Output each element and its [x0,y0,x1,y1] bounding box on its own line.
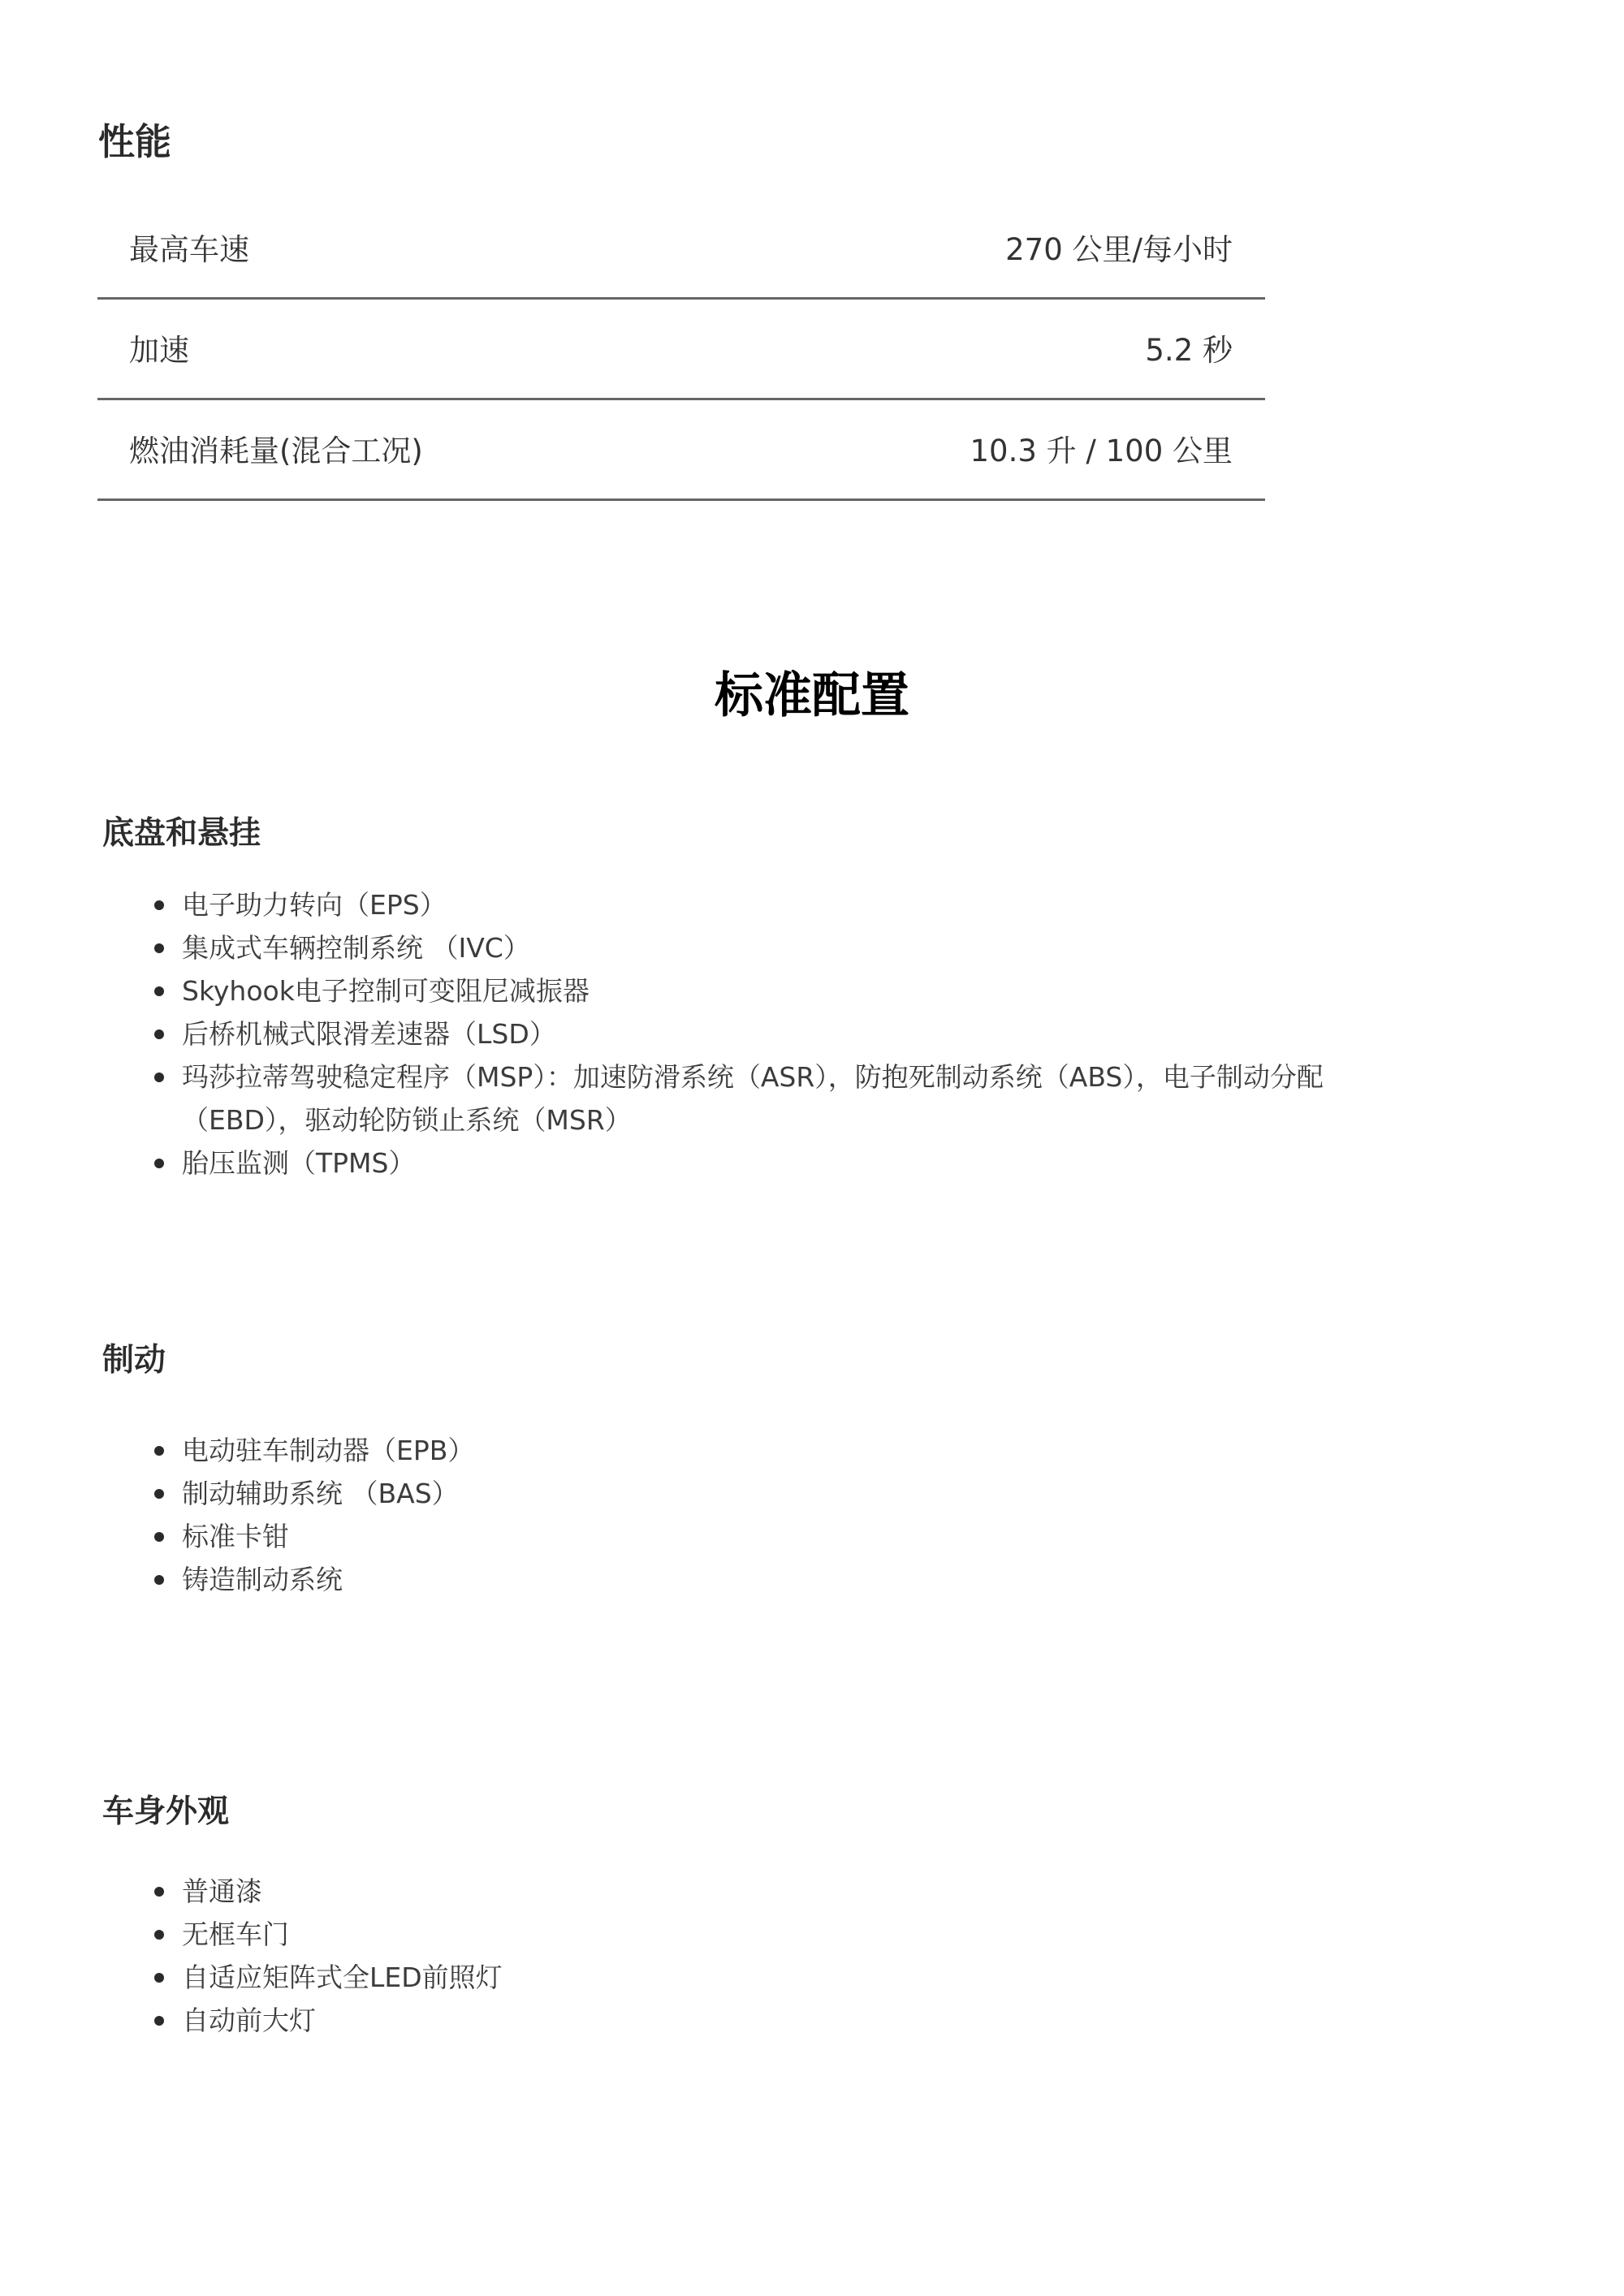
list-item-text: 制动辅助系统 （BAS） [182,1478,459,1509]
list-item [148,1999,1431,2042]
list-item [148,1012,1431,1055]
list-item-text: 标准卡钳 [182,1521,289,1552]
feature-list-chassis-suspension [148,883,1431,1185]
bullet-icon [154,1532,164,1542]
list-item-text: 无框车门 [182,1918,289,1950]
spec-row-fuel-consumption [97,400,1265,501]
spec-row-top-speed [97,199,1265,300]
spec-row-acceleration [97,300,1265,400]
list-item-text: 后桥机械式限滑差速器（LSD） [182,1018,556,1050]
bullet-icon [154,1029,164,1039]
list-item-text: Skyhook电子控制可变阻尼减振器 [182,975,590,1007]
list-item-text: 铸造制动系统 [182,1564,343,1595]
bullet-icon [154,1159,164,1168]
spec-label: 燃油消耗量(混合工况) [129,434,423,468]
list-item-text: 集成式车辆控制系统 （IVC） [182,932,530,964]
bullet-icon [154,1489,164,1499]
list-item [148,1055,1431,1142]
list-item [148,926,1431,969]
bullet-icon [154,900,164,910]
list-item-text: 玛莎拉蒂驾驶稳定程序（MSP）：加速防滑系统（ASR），防抱死制动系统（ABS），电子制动分配（EBD），驱动轮防锁止系统（MSR） [182,1061,1324,1136]
spec-label: 最高车速 [129,232,249,267]
feature-list-exterior [148,1870,1431,2042]
list-item-text: 自动前大灯 [182,2005,316,2036]
list-item-text: 电子助力转向（EPS） [182,889,447,921]
section-heading-chassis-suspension: 底盘和悬挂 [102,815,261,852]
list-item [148,1429,1431,1472]
feature-list-brakes [148,1429,1431,1601]
bullet-icon [154,943,164,953]
section-heading-exterior: 车身外观 [102,1793,230,1830]
bullet-icon [154,1446,164,1456]
bullet-icon [154,1072,164,1082]
spec-label: 加速 [129,333,189,368]
spec-value: 270 公里/每小时 [1005,232,1233,267]
list-item-text: 电动驻车制动器（EPB） [182,1435,475,1466]
list-item [148,1515,1431,1558]
bullet-icon [154,1575,164,1585]
standard-equipment-title: 标准配置 [715,667,909,724]
section-heading-brakes: 制动 [102,1342,166,1379]
list-item [148,883,1431,926]
performance-spec-table [97,199,1265,501]
bullet-icon [154,986,164,996]
list-item [148,1142,1431,1185]
list-item [148,1870,1431,1913]
bullet-icon [154,2016,164,2026]
list-item [148,1472,1431,1515]
list-item [148,1913,1431,1956]
spec-value: 10.3 升 / 100 公里 [970,434,1233,468]
bullet-icon [154,1887,164,1897]
spec-value: 5.2 秒 [1145,333,1233,368]
list-item [148,1558,1431,1601]
list-item [148,1956,1431,1999]
list-item-text: 普通漆 [182,1875,262,1907]
list-item-text: 胎压监测（TPMS） [182,1147,416,1179]
performance-heading: 性能 [98,120,172,163]
list-item [148,969,1431,1012]
bullet-icon [154,1973,164,1983]
bullet-icon [154,1930,164,1940]
list-item-text: 自适应矩阵式全LED前照灯 [182,1962,503,1993]
